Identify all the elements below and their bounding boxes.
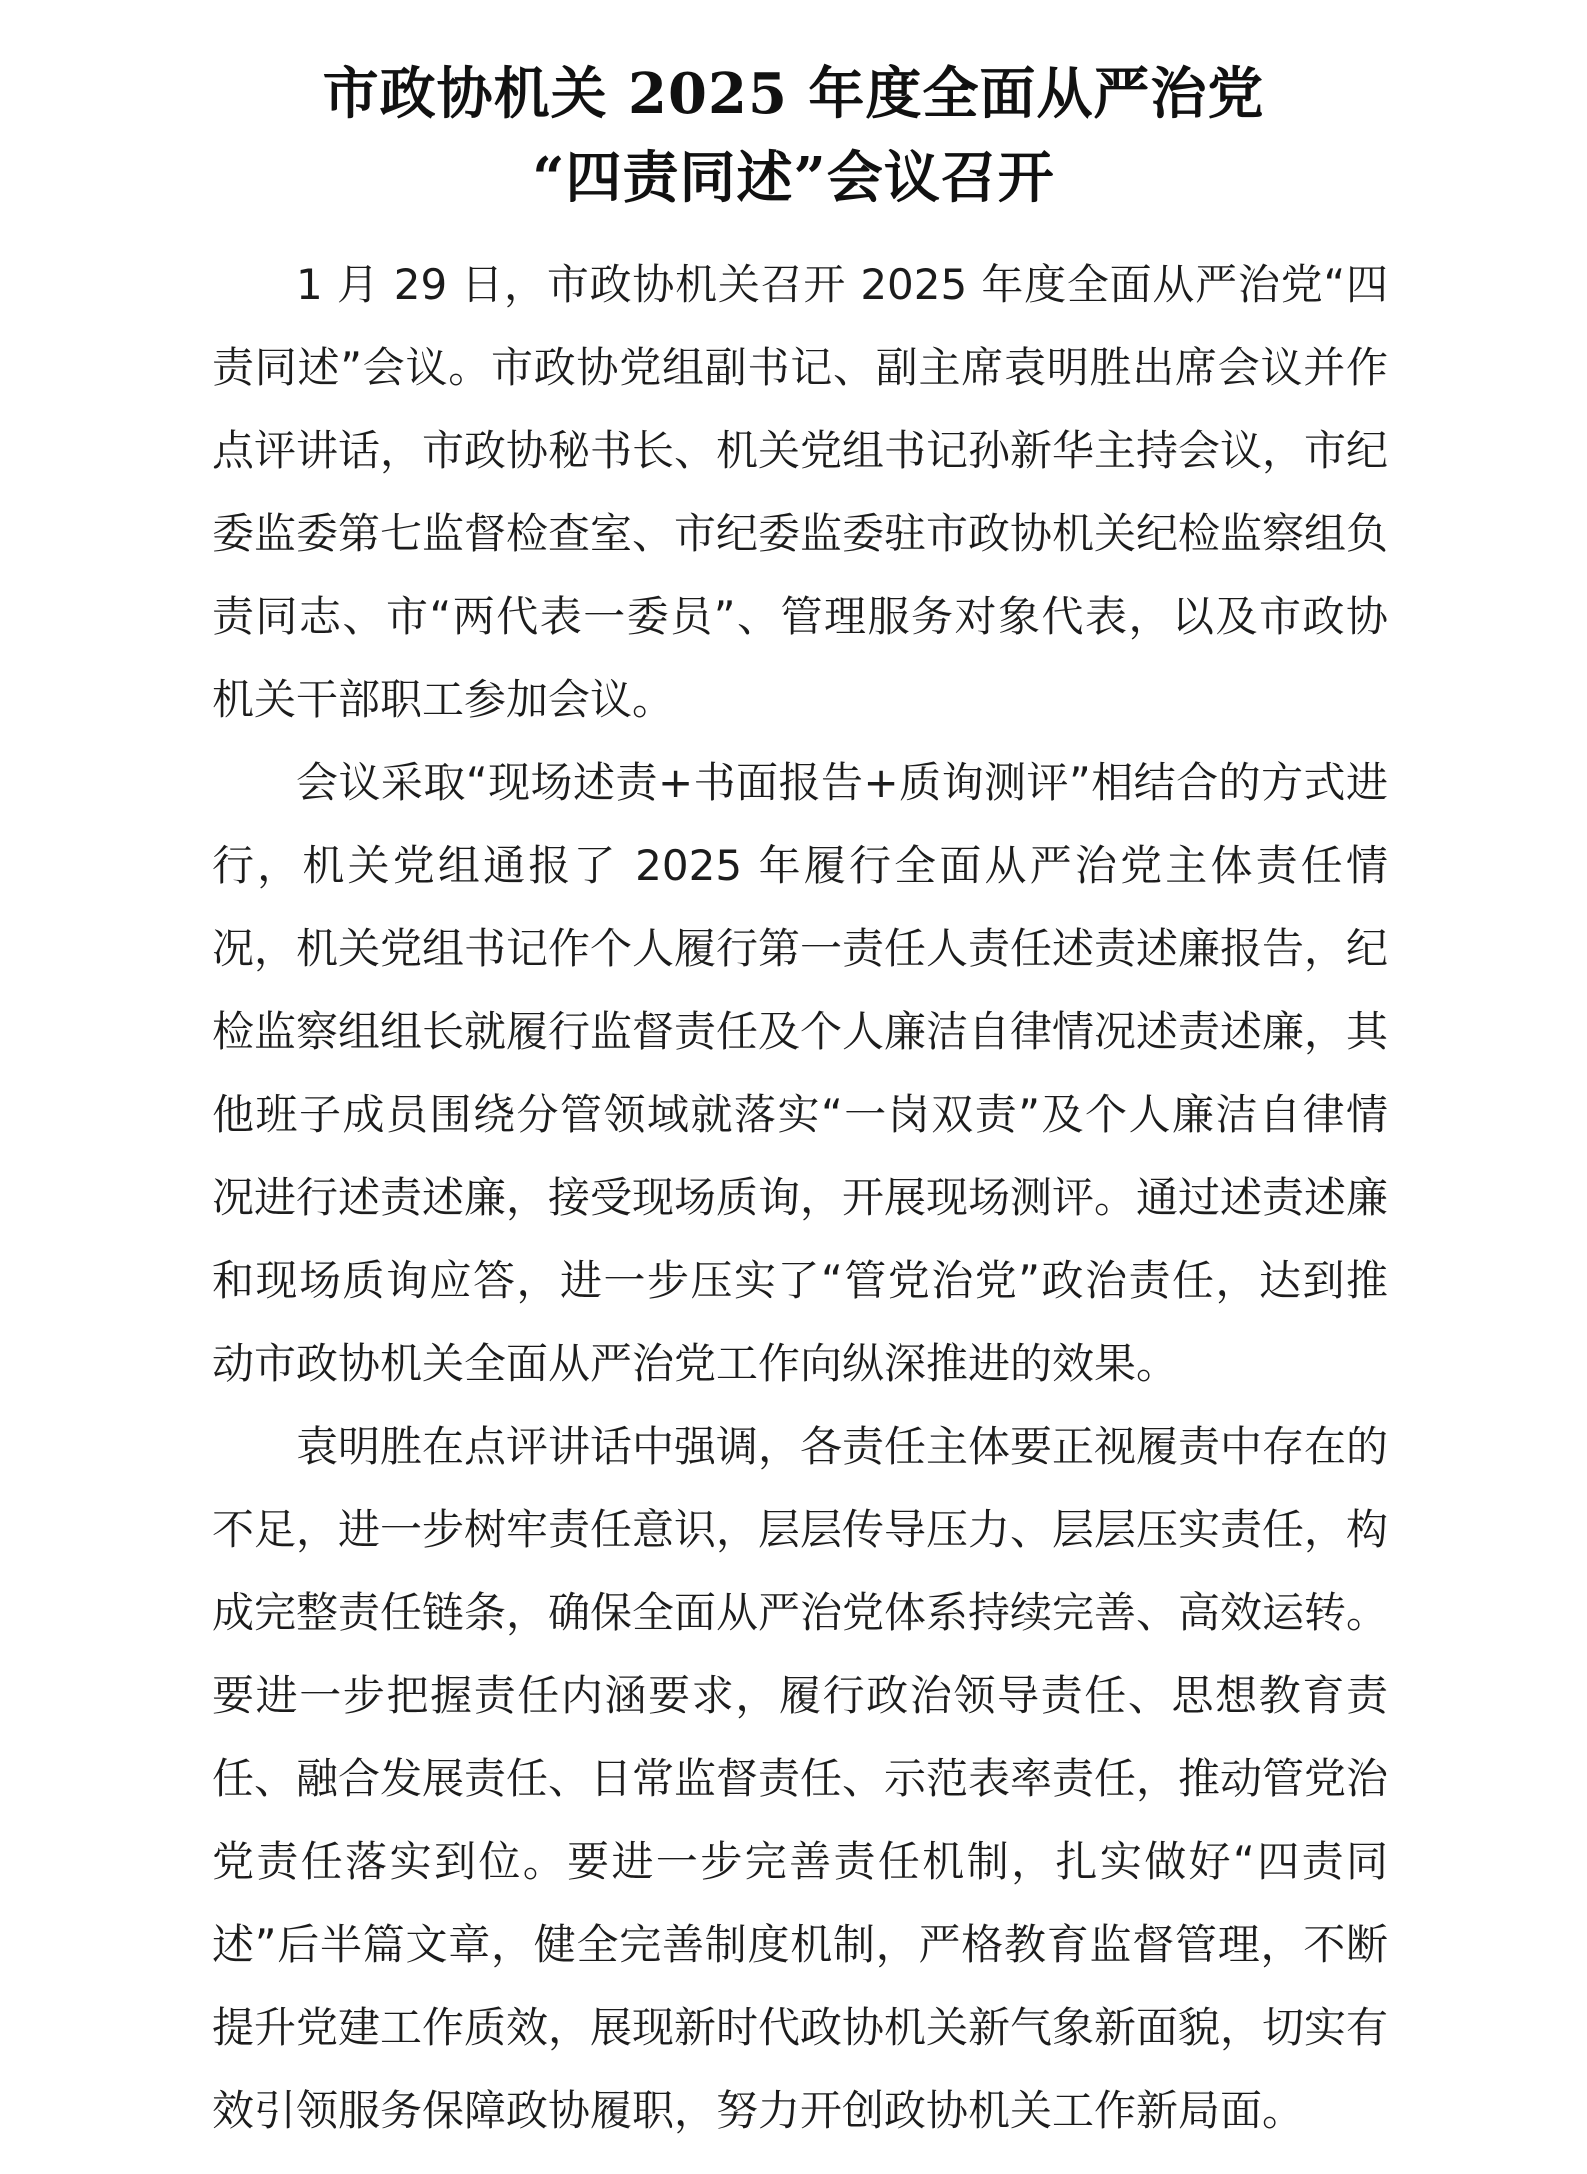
- paragraph-3: 袁明胜在点评讲话中强调，各责任主体要正视履责中存在的不足，进一步树牢责任意识，层层传导压力、层层压实责任，构成完整责任链条，确保全面从严治党体系持续完善、高效运转。要进一步把握责任内涵要求，履行政治领导责任、思想教育责任、融合发展责任、日常监督责任、示范表率责任，推动管党治党责任落实到位。要进一步完善责任机制，扎实做好“四责同述”后半篇文章，健全完善制度机制，严格教育监督管理，不断提升党建工作质效，展现新时代政协机关新气象新面貌，切实有效引领服务保障政协履职，努力开创政协机关工作新局面。: [212, 1422, 1389, 2135]
- article-title-line-2: “四责同述”会议召开: [532, 144, 1055, 211]
- article-title: [0, 52, 1587, 220]
- article-body: [212, 243, 1388, 2152]
- paragraph-1: 1 月 29 日，市政协机关召开 2025 年度全面从严治党“四责同述”会议。市政协党组副书记、副主席袁明胜出席会议并作点评讲话，市政协秘书长、机关党组书记孙新华主持会议，市纪委监委第七监督检查室、市纪委监委驻市政协机关纪检监察组负责同志、市“两代表一委员”、管理服务对象代表，以及市政协机关干部职工参加会议。: [212, 260, 1389, 724]
- paragraph-2: 会议采取“现场述责+书面报告+质询测评”相结合的方式进行，机关党组通报了 2025 年履行全面从严治党主体责任情况，机关党组书记作个人履行第一责任人责任述责述廉报告，纪检监察组组长就履行监督责任及个人廉洁自律情况述责述廉，其他班子成员围绕分管领域就落实“一岗双责”及个人廉洁自律情况进行述责述廉，接受现场质询，开展现场测评。通过述责述廉和现场质询应答，进一步压实了“管党治党”政治责任，达到推动市政协机关全面从严治党工作向纵深推进的效果。: [212, 758, 1389, 1388]
- article-title-line-1: 市政协机关 2025 年度全面从严治党: [322, 60, 1265, 127]
